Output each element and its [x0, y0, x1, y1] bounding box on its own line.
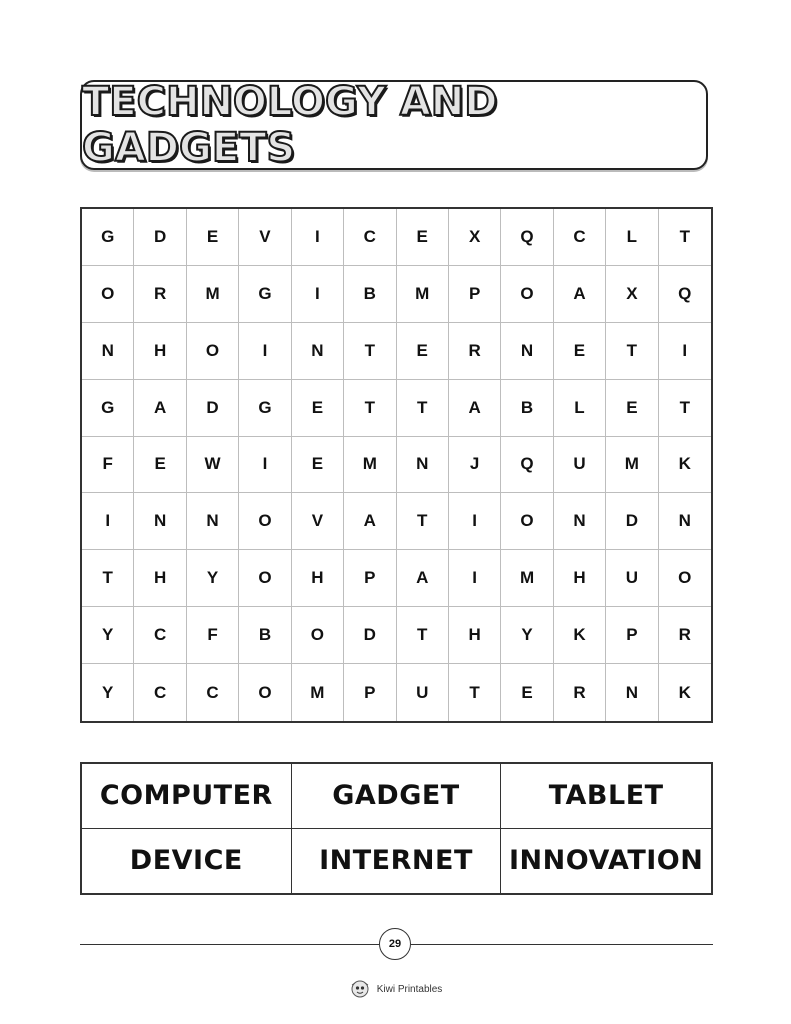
grid-cell: A	[554, 266, 606, 323]
grid-cell: E	[606, 380, 658, 437]
grid-cell: G	[82, 380, 134, 437]
grid-cell: E	[554, 323, 606, 380]
grid-cell: T	[449, 664, 501, 721]
grid-cell: I	[292, 266, 344, 323]
grid-cell: T	[344, 380, 396, 437]
grid-cell: T	[397, 607, 449, 664]
grid-cell: Q	[501, 209, 553, 266]
grid-cell: Y	[187, 550, 239, 607]
page-number-text: 29	[388, 938, 402, 950]
grid-cell: T	[344, 323, 396, 380]
brand-footer	[0, 978, 791, 1000]
grid-cell: N	[82, 323, 134, 380]
grid-cell: P	[606, 607, 658, 664]
grid-cell: R	[554, 664, 606, 721]
grid-cell: N	[292, 323, 344, 380]
grid-cell: O	[292, 607, 344, 664]
grid-cell: T	[659, 209, 711, 266]
word-internet: INTERNET	[292, 829, 502, 894]
grid-cell: O	[82, 266, 134, 323]
grid-cell: M	[606, 437, 658, 494]
grid-cell: L	[606, 209, 658, 266]
grid-cell: C	[134, 607, 186, 664]
grid-cell: E	[134, 437, 186, 494]
grid-cell: C	[134, 664, 186, 721]
grid-cell: U	[554, 437, 606, 494]
grid-cell: T	[82, 550, 134, 607]
grid-cell: A	[344, 493, 396, 550]
grid-cell: G	[82, 209, 134, 266]
grid-cell: J	[449, 437, 501, 494]
grid-cell: A	[397, 550, 449, 607]
grid-cell: E	[187, 209, 239, 266]
grid-cell: N	[187, 493, 239, 550]
grid-cell: C	[554, 209, 606, 266]
grid-cell: R	[659, 607, 711, 664]
grid-cell: P	[344, 664, 396, 721]
grid-cell: M	[344, 437, 396, 494]
grid-cell: T	[397, 380, 449, 437]
kiwi-mascot-icon	[349, 978, 371, 1000]
grid-cell: I	[659, 323, 711, 380]
grid-cell: C	[187, 664, 239, 721]
grid-cell: O	[239, 550, 291, 607]
grid-cell: Y	[82, 607, 134, 664]
grid-cell: E	[397, 209, 449, 266]
grid-cell: D	[344, 607, 396, 664]
page-title: TECHNOLOGY AND GADGETS	[82, 79, 498, 171]
grid-cell: R	[449, 323, 501, 380]
word-computer: COMPUTER	[82, 764, 292, 829]
grid-cell: V	[239, 209, 291, 266]
grid-cell: U	[397, 664, 449, 721]
grid-cell: O	[659, 550, 711, 607]
grid-cell: B	[239, 607, 291, 664]
grid-cell: E	[501, 664, 553, 721]
grid-cell: P	[449, 266, 501, 323]
grid-cell: X	[606, 266, 658, 323]
grid-cell: H	[554, 550, 606, 607]
grid-cell: G	[239, 380, 291, 437]
page-number	[379, 928, 411, 960]
brand-name: Kiwi Printables	[376, 983, 443, 995]
grid-cell: C	[344, 209, 396, 266]
grid-cell: E	[397, 323, 449, 380]
grid-cell: M	[187, 266, 239, 323]
word-tablet: TABLET	[501, 764, 711, 829]
grid-cell: R	[134, 266, 186, 323]
grid-cell: W	[187, 437, 239, 494]
grid-cell: M	[292, 664, 344, 721]
grid-cell: O	[239, 493, 291, 550]
grid-cell: O	[501, 266, 553, 323]
grid-cell: Q	[501, 437, 553, 494]
grid-cell: N	[397, 437, 449, 494]
grid-cell: D	[187, 380, 239, 437]
word-search-grid	[80, 207, 713, 723]
grid-cell: H	[134, 323, 186, 380]
grid-cell: N	[501, 323, 553, 380]
footer-rule-left	[80, 944, 379, 945]
grid-cell: I	[292, 209, 344, 266]
grid-cell: I	[449, 550, 501, 607]
grid-cell: X	[449, 209, 501, 266]
grid-cell: K	[678, 682, 691, 702]
grid-cell: Q	[659, 266, 711, 323]
grid-cell: H	[449, 607, 501, 664]
grid-cell: N	[659, 493, 711, 550]
grid-cell: O	[187, 323, 239, 380]
grid-cell: N	[606, 664, 658, 721]
grid-cell: D	[134, 209, 186, 266]
grid-cell: T	[606, 323, 658, 380]
grid-cell: Y	[501, 607, 553, 664]
grid-cell: I	[239, 437, 291, 494]
grid-cell: T	[397, 493, 449, 550]
grid-cell: P	[344, 550, 396, 607]
grid-cell: U	[606, 550, 658, 607]
grid-cell: V	[292, 493, 344, 550]
grid-cell: M	[397, 266, 449, 323]
word-gadget: GADGET	[292, 764, 502, 829]
grid-cell: M	[501, 550, 553, 607]
grid-cell: G	[239, 266, 291, 323]
grid-cell: L	[554, 380, 606, 437]
word-device: DEVICE	[82, 829, 292, 894]
grid-cell: K	[554, 607, 606, 664]
grid-cell: B	[501, 380, 553, 437]
grid-cell: A	[134, 380, 186, 437]
grid-cell: D	[606, 493, 658, 550]
grid-cell: E	[292, 437, 344, 494]
grid-cell: F	[187, 607, 239, 664]
grid-cell: A	[449, 380, 501, 437]
grid-cell: F	[82, 437, 134, 494]
grid-cell: T	[659, 380, 711, 437]
grid-cell: K	[659, 437, 711, 494]
grid-cell: I	[449, 493, 501, 550]
grid-cell: H	[292, 550, 344, 607]
grid-cell: N	[134, 493, 186, 550]
grid-cell: H	[134, 550, 186, 607]
grid-cell: O	[239, 664, 291, 721]
grid-cell: I	[82, 493, 134, 550]
grid-cell: Y	[82, 664, 134, 721]
title-banner	[80, 80, 708, 170]
grid-cell: E	[292, 380, 344, 437]
word-innovation: INNOVATION	[508, 845, 704, 877]
grid-cell: N	[554, 493, 606, 550]
grid-cell: O	[501, 493, 553, 550]
grid-cell: B	[344, 266, 396, 323]
footer-rule-right	[411, 944, 713, 945]
grid-cell: I	[239, 323, 291, 380]
word-list	[80, 762, 713, 895]
